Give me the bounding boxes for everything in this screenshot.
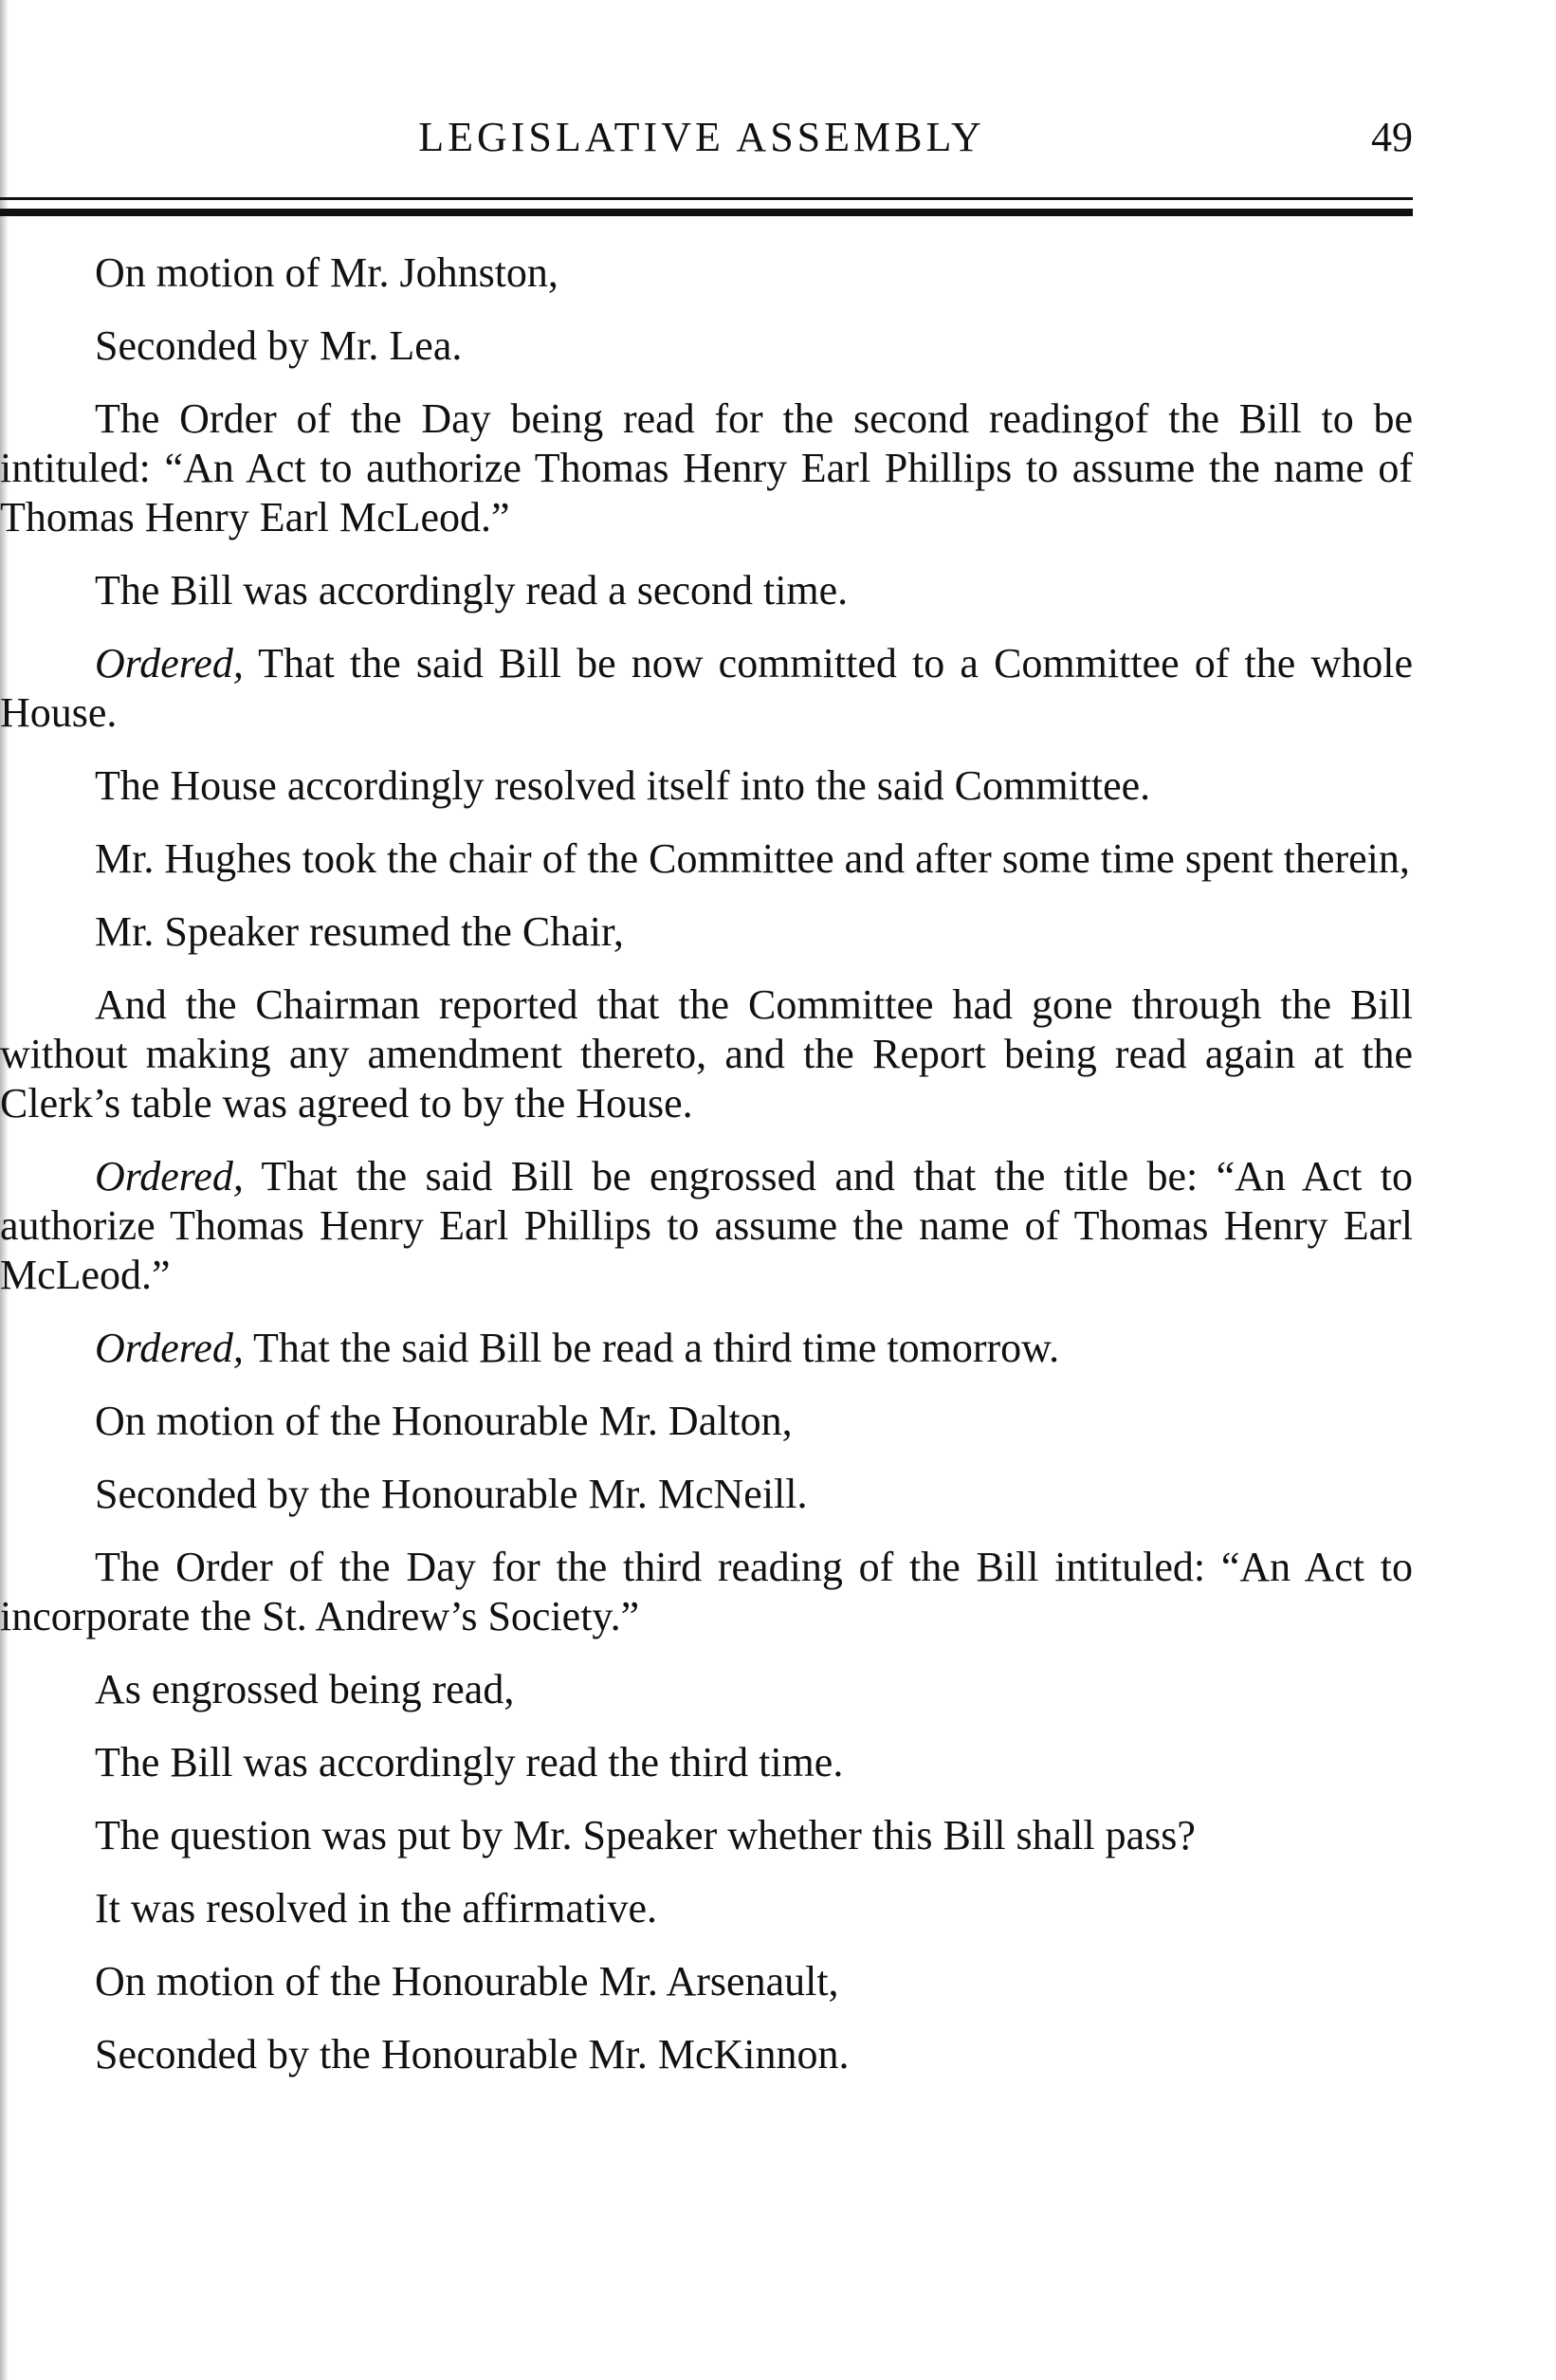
paragraph-ordered-committed: Ordered, That the said Bill be now committed to a Committee of the whole House. <box>0 640 1413 736</box>
page-number: 49 <box>1371 114 1413 160</box>
running-title: LEGISLATIVE ASSEMBLY <box>418 114 985 160</box>
paragraph-seconded-mckinnon: Seconded by the Honourable Mr. McKinnon. <box>95 2031 850 2078</box>
paragraph-ordered-engrossed: Ordered, That the said Bill be engrossed and that the title be: “An Act to authorize Thomas Henry Earl Phillips to assume the name of Thomas Henry Earl McLeod.” <box>0 1153 1413 1298</box>
paragraph-ordered-third-time: Ordered, That the said Bill be read a third time tomorrow. <box>95 1325 1060 1371</box>
header-rule-thin <box>0 197 1413 200</box>
paragraph-read-second-time: The Bill was accordingly read a second time. <box>95 567 849 613</box>
paragraph-speaker-resumed: Mr. Speaker resumed the Chair, <box>95 908 624 955</box>
journal-body <box>0 248 1413 2103</box>
paragraph-engrossed-read: As engrossed being read, <box>95 1666 515 1712</box>
paragraph-motion-johnston: On motion of Mr. Johnston, <box>95 249 558 296</box>
page-header <box>0 109 1413 166</box>
paragraph-hughes-chair: Mr. Hughes took the chair of the Committee and after some time spent therein, <box>95 835 1410 882</box>
paragraph-chairman-reported: And the Chairman reported that the Committee had gone through the Bill without making any amendment thereto, and the Report being read again at the Clerk’s table was agreed to by the House. <box>0 981 1413 1126</box>
paragraph-order-of-day-second-reading: The Order of the Day being read for the second readingof the Bill to be intituled: “An Act to authorize Thomas Henry Earl Phillips to assume the name of Thomas Henry Earl McLeod.” <box>0 395 1413 540</box>
ordered-label: Ordered, <box>95 1153 244 1199</box>
paragraph-house-resolved: The House accordingly resolved itself into the said Committee. <box>95 762 1151 809</box>
paragraph-order-of-day-third-reading: The Order of the Day for the third reading of the Bill intituled: “An Act to incorporate the St. Andrew’s Society.” <box>0 1544 1413 1639</box>
paragraph-motion-dalton: On motion of the Honourable Mr. Dalton, <box>95 1398 793 1444</box>
ordered-label: Ordered, <box>95 640 244 687</box>
paragraph-question-put: The question was put by Mr. Speaker whether this Bill shall pass? <box>95 1812 1196 1858</box>
paragraph-resolved-affirmative: It was resolved in the affirmative. <box>95 1885 657 1931</box>
paragraph-seconded-lea: Seconded by Mr. Lea. <box>95 322 463 369</box>
paragraph-motion-arsenault: On motion of the Honourable Mr. Arsenault, <box>95 1958 839 2005</box>
header-rule-thick <box>0 209 1413 216</box>
ordered-label: Ordered, <box>95 1325 244 1371</box>
paragraph-read-third-time: The Bill was accordingly read the third time. <box>95 1739 844 1785</box>
paragraph-seconded-mcneill: Seconded by the Honourable Mr. McNeill. <box>95 1471 808 1517</box>
